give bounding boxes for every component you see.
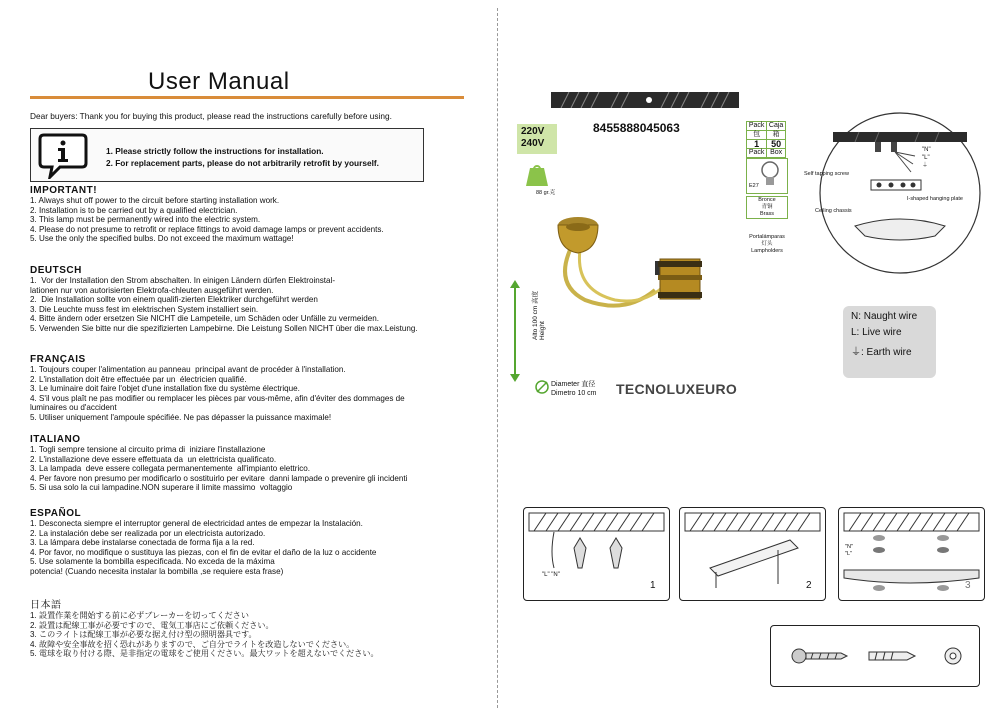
finish-box — [746, 196, 788, 219]
detail-earth: ⏚ — [922, 163, 929, 169]
height-es: Alto 100 cm — [532, 305, 539, 340]
section-line: 3. La lampada deve essere collegata permanentemente all'impianto elettrico. — [30, 464, 311, 474]
step-1-l: "L" — [542, 572, 550, 578]
section-line: 4. Bitte ändern oder ersetzen Sie NICHT die Lampeteile, um Schäden oder Unfälle zu vermeiden. — [30, 314, 379, 324]
section-heading: FRANÇAIS — [30, 354, 86, 365]
step-1-n: "N" — [551, 572, 560, 578]
section-line: 4. S'il vous plaît ne pas modifier ou remplacer les pièces par vous-même, afin d'éviter des dommages de — [30, 393, 405, 403]
hardware-panel — [770, 625, 980, 687]
legend-naught: N: Naught wire — [851, 311, 918, 322]
caja-label: Caja — [767, 122, 786, 131]
bulb-box — [746, 158, 788, 194]
weight-label: 88 gr.克 — [536, 190, 556, 196]
notice-lines — [106, 145, 379, 169]
ceiling-rose-illustration — [551, 92, 739, 108]
notice-1: 1. Please strictly follow the instructions for installation. — [106, 146, 324, 156]
section-line: 2. Die Installation sollte von einem qualifi-zierten Elektriker durchgeführt werden — [30, 295, 318, 305]
bulb-label: E27 — [749, 183, 759, 189]
detail-wire-labels — [922, 146, 931, 170]
section-line: 2. L'installation doit être effectuée par un électricien qualifié. — [30, 374, 247, 384]
pendant-lamp-image — [545, 195, 735, 325]
height-en: Height — [539, 321, 546, 340]
diameter-label — [551, 380, 597, 398]
info-speech-icon — [38, 131, 88, 179]
pack-cn: 包 — [747, 131, 767, 140]
section-line: 5. Si usa solo la cui lampadine.NON superare il limite massimo voltaggio — [30, 483, 293, 493]
section-line: 5. Verwenden Sie bitte nur die spezifizierten Lampebirne. Die Leistung Sollen NICHT über die max.Leistung. — [30, 323, 418, 333]
section-line: 3. このライトは配線工事が必要な据え付け型の照明器具です。 — [30, 630, 257, 640]
wiring-detail-illustration — [815, 108, 985, 278]
section-heading: ITALIANO — [30, 434, 81, 445]
height-arrow-icon — [508, 280, 522, 382]
box-cn: 箱 — [767, 131, 786, 140]
section-line: 2. La instalación debe ser realizada por un electricista autorizado. — [30, 528, 266, 538]
section-line: 3. This lamp must be permanently wired into the electric system. — [30, 215, 261, 225]
section-line: 1. Toujours couper l'alimentation au panneau principal avant de procéder à l'installation. — [30, 365, 346, 374]
voltage-240: 240V — [521, 138, 545, 149]
step-1-wires — [542, 572, 560, 578]
step-3-l: "L" — [845, 551, 852, 557]
hardware-illustration — [771, 626, 979, 686]
step-panel-1 — [523, 507, 670, 601]
lampholder-label — [742, 234, 792, 255]
section-line: 4. Per favore non presumo per modificarlo o sostituirlo per evitare danni lampade o prevenire gli incidenti — [30, 473, 408, 483]
finish-en: Brass — [759, 211, 775, 217]
voltage-220: 220V — [521, 126, 545, 137]
step-panel-3 — [838, 507, 985, 601]
section-line: 2. L'installazione deve essere effettuata da un elettricista qualificato. — [30, 454, 277, 464]
section-heading: DEUTSCH — [30, 265, 82, 276]
section-line: 5. Utiliser uniquement l'ampoule spécifiée. Ne pas dépasser la puissance maximale! — [30, 412, 332, 422]
title-underline — [30, 96, 464, 99]
legend-earth: ⏚: Earth wire — [851, 347, 912, 358]
section-line: luminaires ou d'accident — [30, 403, 117, 413]
height-label — [530, 260, 546, 340]
section-line: 2. 設置は配線工事が必要ですので、電気工事店にご依頼ください。 — [30, 620, 274, 630]
diameter-line-1: Diameter 直径 — [551, 381, 596, 388]
height-cn: 高度 — [532, 290, 539, 304]
step-1-illustration — [524, 508, 669, 600]
section-line: 2. Installation is to be carried out by a qualified electrician. — [30, 205, 238, 215]
finish-es: Bronce — [758, 197, 776, 203]
section-line: 1. Togli sempre tensione al circuito prima di iniziare l'installazione — [30, 445, 266, 454]
pack-label: Pack — [747, 122, 767, 131]
weight-icon — [524, 164, 550, 188]
section-line: 3. Le luminaire doit faire l'objet d'une installation fixe du système électrique. — [30, 384, 300, 394]
section-heading: ESPAÑOL — [30, 508, 82, 519]
notice-2: 2. For replacement parts, please do not arbitrarily retrofit by yourself. — [106, 158, 379, 168]
brand-name: TECNOLUXEURO — [616, 381, 738, 397]
section-line: 1. 設置作業を開始する前に必ずブレーカーを切ってください — [30, 611, 249, 620]
pack-word: Pack — [747, 149, 767, 158]
section-line: 5. Use the only the specified bulbs. Do not exceed the maximum wattage! — [30, 234, 294, 244]
detail-screw-label: Self tapping screw — [804, 171, 849, 177]
barcode-number: 8455888045063 — [593, 121, 680, 135]
section-espanol — [30, 508, 376, 577]
detail-l: "L" — [922, 155, 930, 161]
detail-plate-label: I-shaped hanging plate — [907, 196, 963, 202]
detail-n: "N" — [922, 147, 931, 153]
section-important — [30, 185, 384, 244]
section-line: potencia! (Cuando necesita instalar la bombilla ,se requiere esta frase) — [30, 566, 284, 576]
section-japanese — [30, 596, 379, 659]
section-francais — [30, 354, 405, 423]
lampholder-cn: 灯头 — [761, 241, 773, 247]
box-qty: 50 — [767, 140, 786, 149]
section-deutsch — [30, 265, 418, 334]
lampholder-es: Portalámparas — [749, 234, 785, 240]
section-line: 1. Always shut off power to the circuit before starting installation work. — [30, 196, 280, 205]
diameter-icon — [535, 380, 549, 394]
page-divider — [497, 8, 498, 708]
step-1-number: 1 — [650, 580, 656, 591]
section-heading: IMPORTANT! — [30, 185, 98, 196]
section-line: 1. Vor der Installation den Strom abschalten. In einigen Ländern dürfen Elektroinstal- — [30, 276, 336, 285]
section-line: 5. Use solamente la bombilla especificada. No exceda de la máxima — [30, 557, 275, 567]
section-line: 5. 電球を取り付ける際、是非指定の電球をご使用ください。最大ワットを超えないでください。 — [30, 649, 379, 659]
lampholder-en: Lampholders — [751, 248, 783, 254]
section-heading: 日本語 — [30, 600, 62, 611]
section-line: 3. Die Leuchte muss fest im elektrischen System installiert sein. — [30, 304, 259, 314]
step-3-wires — [845, 544, 853, 558]
section-line: 3. La lámpara debe instalarse conectada de forma fija a la red. — [30, 538, 255, 548]
voltage-badge — [517, 124, 557, 154]
diameter-line-2: Dimetro 10 cm — [551, 390, 597, 397]
wire-legend — [843, 306, 936, 378]
step-3-n: "N" — [845, 544, 853, 550]
step-panel-2 — [679, 507, 826, 601]
step-3-illustration — [839, 508, 984, 600]
section-line: 4. 故障や安全事故を招く恐れがありますので、ご自分でライトを改造しないでください。 — [30, 639, 355, 649]
step-2-illustration — [680, 508, 825, 600]
section-line: 4. Por favor, no modifique o sustituya las piezas, con el fin de evitar el daño de la luz o accidente — [30, 547, 377, 557]
step-3-number: 3 — [965, 580, 971, 591]
bulb-icon — [759, 161, 781, 187]
manual-title: User Manual — [148, 68, 290, 95]
section-italiano — [30, 434, 407, 493]
section-line: lationen nur von autorisierten Elektrofa-chleuten ausgeführt werden. — [30, 285, 274, 295]
detail-chassis-label: Ceiling chassis — [815, 208, 852, 214]
box-word: Box — [767, 149, 786, 158]
legend-live: L: Live wire — [851, 327, 902, 338]
section-line: 1. Desconecta siempre el interruptor general de electricidad antes de empezar la Instalación. — [30, 519, 363, 528]
intro-text: Dear buyers: Thank you for buying this product, please read the instructions carefully before using. — [30, 111, 392, 121]
pack-table — [746, 121, 786, 158]
finish-cn: 青铜 — [761, 204, 773, 210]
step-2-number: 2 — [806, 580, 812, 591]
section-line: 4. Please do not presume to retrofit or replace fittings to avoid damage lamps or prevent accidents. — [30, 224, 384, 234]
pack-qty: 1 — [747, 140, 767, 149]
